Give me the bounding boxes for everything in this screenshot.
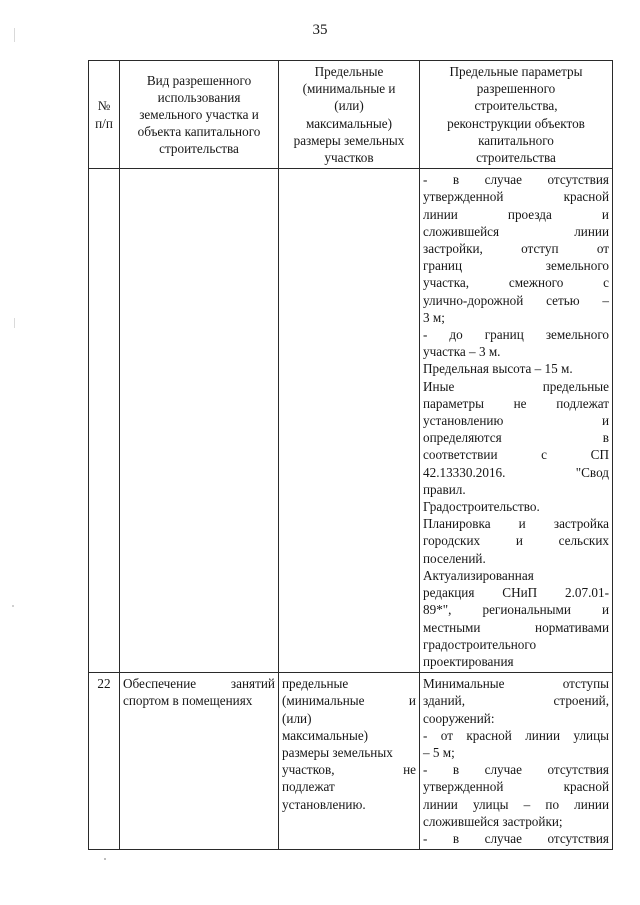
text-line: - до границ земельного (423, 327, 609, 343)
text-line: сооружений: (423, 710, 495, 726)
cell-construction-parameters (420, 169, 613, 673)
text-line: зданий, строений, (423, 693, 609, 709)
text-line: редакция СНиП 2.07.01- (423, 585, 609, 601)
text-line: - в случае отсутствия (423, 172, 609, 188)
text-line: границ земельного (423, 258, 609, 274)
text-line: Планировка и застройка (423, 516, 609, 532)
text-line: местными нормативами (423, 619, 609, 635)
text-line: Предельная высота – 15 м. (423, 361, 573, 377)
text-line: Минимальные отступы (423, 676, 609, 692)
text-line: участков, не (282, 762, 416, 778)
text-line: линии проезда и (423, 206, 609, 222)
text-line: (минимальные и (282, 693, 416, 709)
text-line: установлению. (282, 796, 366, 812)
text-line: участка – 3 м. (423, 344, 501, 360)
text-line: поселений. (423, 550, 486, 566)
land-use-regulations-table (88, 60, 613, 850)
text-line: - в случае отсутствия (423, 830, 609, 846)
text-line: максимальные) (282, 727, 369, 743)
text-line: Иные предельные (423, 378, 609, 394)
text-line: (или) (282, 710, 312, 726)
text-line: сложившейся застройки; (423, 813, 563, 829)
text-line: сложившейся линии (423, 223, 609, 239)
header-plot-size-limits (279, 61, 420, 169)
table-header-row (89, 61, 613, 169)
text-line: застройки, отступ от (423, 241, 609, 257)
text-line: утвержденной красной (423, 189, 609, 205)
text-line: параметры не подлежат (423, 395, 609, 411)
text-line: утвержденной красной (423, 779, 609, 795)
text-line: спортом в помещениях (123, 693, 253, 709)
text-line: городских и сельских (423, 533, 609, 549)
scan-mark (104, 858, 106, 860)
cell-plot-size-limits (279, 169, 420, 673)
table-row-continued (89, 169, 613, 673)
cell-number: 22 (89, 673, 120, 850)
text-line: Актуализированная (423, 567, 534, 583)
text-line: Градостроительство. (423, 499, 540, 515)
header-construction-parameters (420, 61, 613, 169)
cell-construction-parameters (420, 673, 613, 850)
text-line: правил. (423, 481, 466, 497)
text-line: улично-дорожной сетью – (423, 292, 609, 308)
header-number (89, 61, 120, 169)
text-line: градостроительного (423, 636, 537, 652)
page-number: 35 (312, 22, 328, 38)
header-plot-size-limits-text: Предельные (минимальные и (или) максимальные) размеры земельных участков (293, 64, 405, 166)
header-number-text: № п/п (95, 98, 113, 131)
text-line: - от красной линии улицы (423, 727, 609, 743)
text-line: предельные (282, 676, 349, 692)
text-line: - в случае отсутствия (423, 762, 609, 778)
text-line: проектирования (423, 653, 514, 669)
text-line: 3 м; (423, 309, 445, 325)
text-line: Обеспечение занятий (123, 676, 275, 692)
scan-mark (12, 605, 14, 607)
text-line: 42.13330.2016. "Свод (423, 464, 609, 480)
text-line: подлежат (282, 779, 335, 795)
cell-plot-size-limits (279, 673, 420, 850)
cell-land-use-type (120, 169, 279, 673)
cell-number (89, 169, 120, 673)
text-line: 89*", региональными и (423, 602, 609, 618)
text-line: линии улицы – по линии (423, 796, 609, 812)
text-line: установлению и (423, 413, 609, 429)
text-line: – 5 м; (423, 744, 455, 760)
text-line: соответствии с СП (423, 447, 609, 463)
cell-land-use-type (120, 673, 279, 850)
scan-mark (14, 318, 15, 328)
text-line: определяются в (423, 430, 609, 446)
table-row-22 (89, 673, 613, 850)
header-land-use-type (120, 61, 279, 169)
text-line: размеры земельных (282, 744, 393, 760)
text-line: участка, смежного с (423, 275, 609, 291)
header-land-use-type-text: Вид разрешенного использования земельного участка и объекта капитального строительства (137, 72, 261, 157)
header-construction-parameters-text: Предельные параметры разрешенного строительства, реконструкции объектов капитального строительства (447, 64, 585, 166)
